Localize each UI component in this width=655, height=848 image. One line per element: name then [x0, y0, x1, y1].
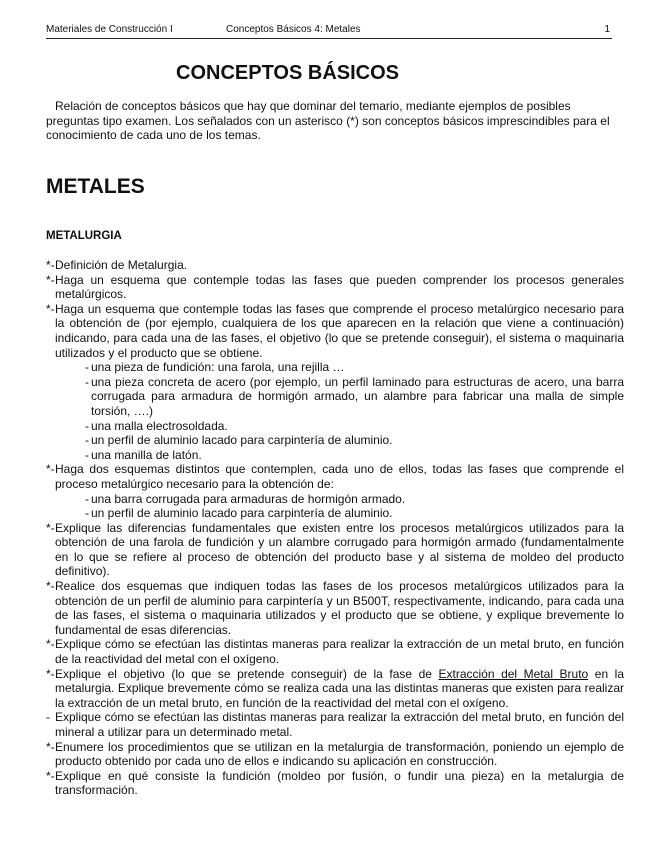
question-item — [46, 710, 624, 739]
question-item — [46, 302, 624, 463]
question-text: Explique cómo se efectúan las distintas maneras para realizar la extracción del metal bruto, en función del mineral a utilizar para un determinado metal. — [55, 710, 624, 739]
header-course-name: Materiales de Construcción I — [46, 24, 173, 35]
question-item — [46, 740, 624, 769]
underlined-term: Extracción del Metal Bruto — [438, 666, 589, 681]
sub-item-text: una pieza de fundición: una farola, una rejilla … — [91, 360, 345, 375]
sub-item-text: una malla electrosoldada. — [91, 418, 228, 433]
question-marker: *- — [46, 637, 55, 652]
question-item — [46, 579, 624, 637]
question-marker: *- — [46, 520, 55, 535]
sub-item-text: una barra corrugada para armaduras de hormigón armado. — [91, 491, 406, 506]
question-item — [46, 521, 624, 579]
sub-item-text: un perfil de aluminio lacado para carpintería de aluminio. — [91, 506, 393, 521]
question-item — [46, 637, 624, 666]
question-marker: *- — [46, 272, 55, 287]
question-text: Haga un esquema que contemple todas las fases que comprende el proceso metalúrgico necesario para la obtención de (por ejemplo, cualquiera de los que aparecen en la relación que viene a continuación) indicando, para cada una de las fases, el objetivo (lo que se pretende conseguir), el sistema o maquinaria utilizados y el producto que se obtiene. — [55, 301, 624, 360]
sub-item-text: un perfil de aluminio lacado para carpintería de aluminio. — [91, 433, 393, 448]
sub-item-dash: - — [85, 374, 89, 389]
sub-item-dash: - — [85, 447, 89, 462]
intro-paragraph: Relación de conceptos básicos que hay que dominar del temario, mediante ejemplos de posibles preguntas tipo examen. Los señalados con un asterisco (*) son conceptos básicos imprescindibles para el conocimiento de cada uno de los temas. — [46, 99, 610, 142]
sub-item — [85, 433, 624, 448]
sub-item — [85, 492, 624, 507]
section-heading-metales: METALES — [46, 175, 145, 198]
question-marker: *- — [46, 666, 55, 681]
sub-list — [55, 492, 624, 521]
question-item — [46, 273, 624, 302]
sub-item-text: una manilla de latón. — [91, 447, 202, 462]
question-text: Haga un esquema que contemple todas las fases que pueden comprender los procesos generales metalúrgicos. — [55, 272, 624, 302]
question-list — [46, 258, 624, 798]
question-marker: *- — [46, 258, 55, 272]
sub-item-dash: - — [85, 433, 89, 448]
question-marker: *- — [46, 462, 55, 477]
question-text: Realice dos esquemas que indiquen todas las fases de los procesos metalúrgicos utilizados para la obtención de un perfil de aluminio para carpintería y un B500T, respectivamente, indicando, para cada una de las fases, el sistema o maquinaria utilizados y el producto que se obtiene, y explique brevemente lo fundamental de esas diferencias. — [55, 579, 624, 637]
page-title: CONCEPTOS BÁSICOS — [176, 62, 399, 84]
subsection-heading-metalurgia: METALURGIA — [46, 230, 122, 242]
question-text: Explique cómo se efectúan las distintas maneras para realizar la extracción de un metal bruto, en función de la reactividad del metal con el oxígeno. — [55, 637, 624, 667]
header-document-title: Conceptos Básicos 4: Metales — [226, 24, 361, 35]
question-item — [46, 769, 624, 798]
sub-item — [85, 448, 624, 463]
sub-item-dash: - — [85, 360, 89, 375]
question-text: Definición de Metalurgia. — [55, 258, 188, 272]
sub-list — [55, 360, 624, 462]
question-marker: - — [46, 710, 50, 725]
question-item — [46, 462, 624, 520]
question-text-before: Explique el objetivo (lo que se pretende conseguir) de la fase de — [55, 666, 439, 681]
question-text-after: en la metalurgia. Explique brevemente cómo se realiza cada una las distintas maneras que existen para realizar la extracción de un metal bruto, en función de la reactividad del metal con el oxígeno. — [55, 666, 625, 710]
question-text: Explique en qué consiste la fundición (moldeo por fusión, o fundir una pieza) en la metalurgia de transformación. — [55, 768, 624, 798]
sub-item-dash: - — [85, 418, 89, 433]
sub-item-dash: - — [85, 491, 89, 506]
page-header — [46, 24, 612, 39]
question-text: Enumere los procedimientos que se utilizan en la metalurgia de transformación, poniendo un ejemplo de producto obtenido por cada uno de ellos e indicando su aplicación en construcción. — [55, 739, 624, 769]
question-marker: *- — [46, 739, 55, 754]
sub-item — [85, 419, 624, 434]
header-page-number: 1 — [604, 24, 610, 35]
question-item — [46, 667, 624, 711]
question-text: Explique las diferencias fundamentales que existen entre los procesos metalúrgicos utilizados para la obtención de una farola de fundición y un alambre corrugado para hormigón armado (fundamentalmente en lo que se refiere al proceso de obtención del producto base y al sistema de moldeo del producto definitivo). — [55, 520, 624, 579]
sub-item-text: una pieza concreta de acero (por ejemplo, un perfil laminado para estructuras de acero, una barra corrugada para armadura de hormigón armado, un alambre para fabricar una malla de simple torsión, ….) — [91, 374, 624, 418]
question-marker: *- — [46, 768, 55, 783]
question-marker: *- — [46, 301, 55, 316]
sub-item — [85, 360, 624, 375]
question-marker: *- — [46, 579, 55, 594]
question-item — [46, 258, 624, 273]
sub-item — [85, 506, 624, 521]
question-text: Haga dos esquemas distintos que contemplen, cada uno de ellos, todas las fases que comprende el proceso metalúrgico necesario para la obtención de: — [55, 462, 624, 491]
sub-item-dash: - — [85, 506, 89, 521]
sub-item — [85, 375, 624, 419]
